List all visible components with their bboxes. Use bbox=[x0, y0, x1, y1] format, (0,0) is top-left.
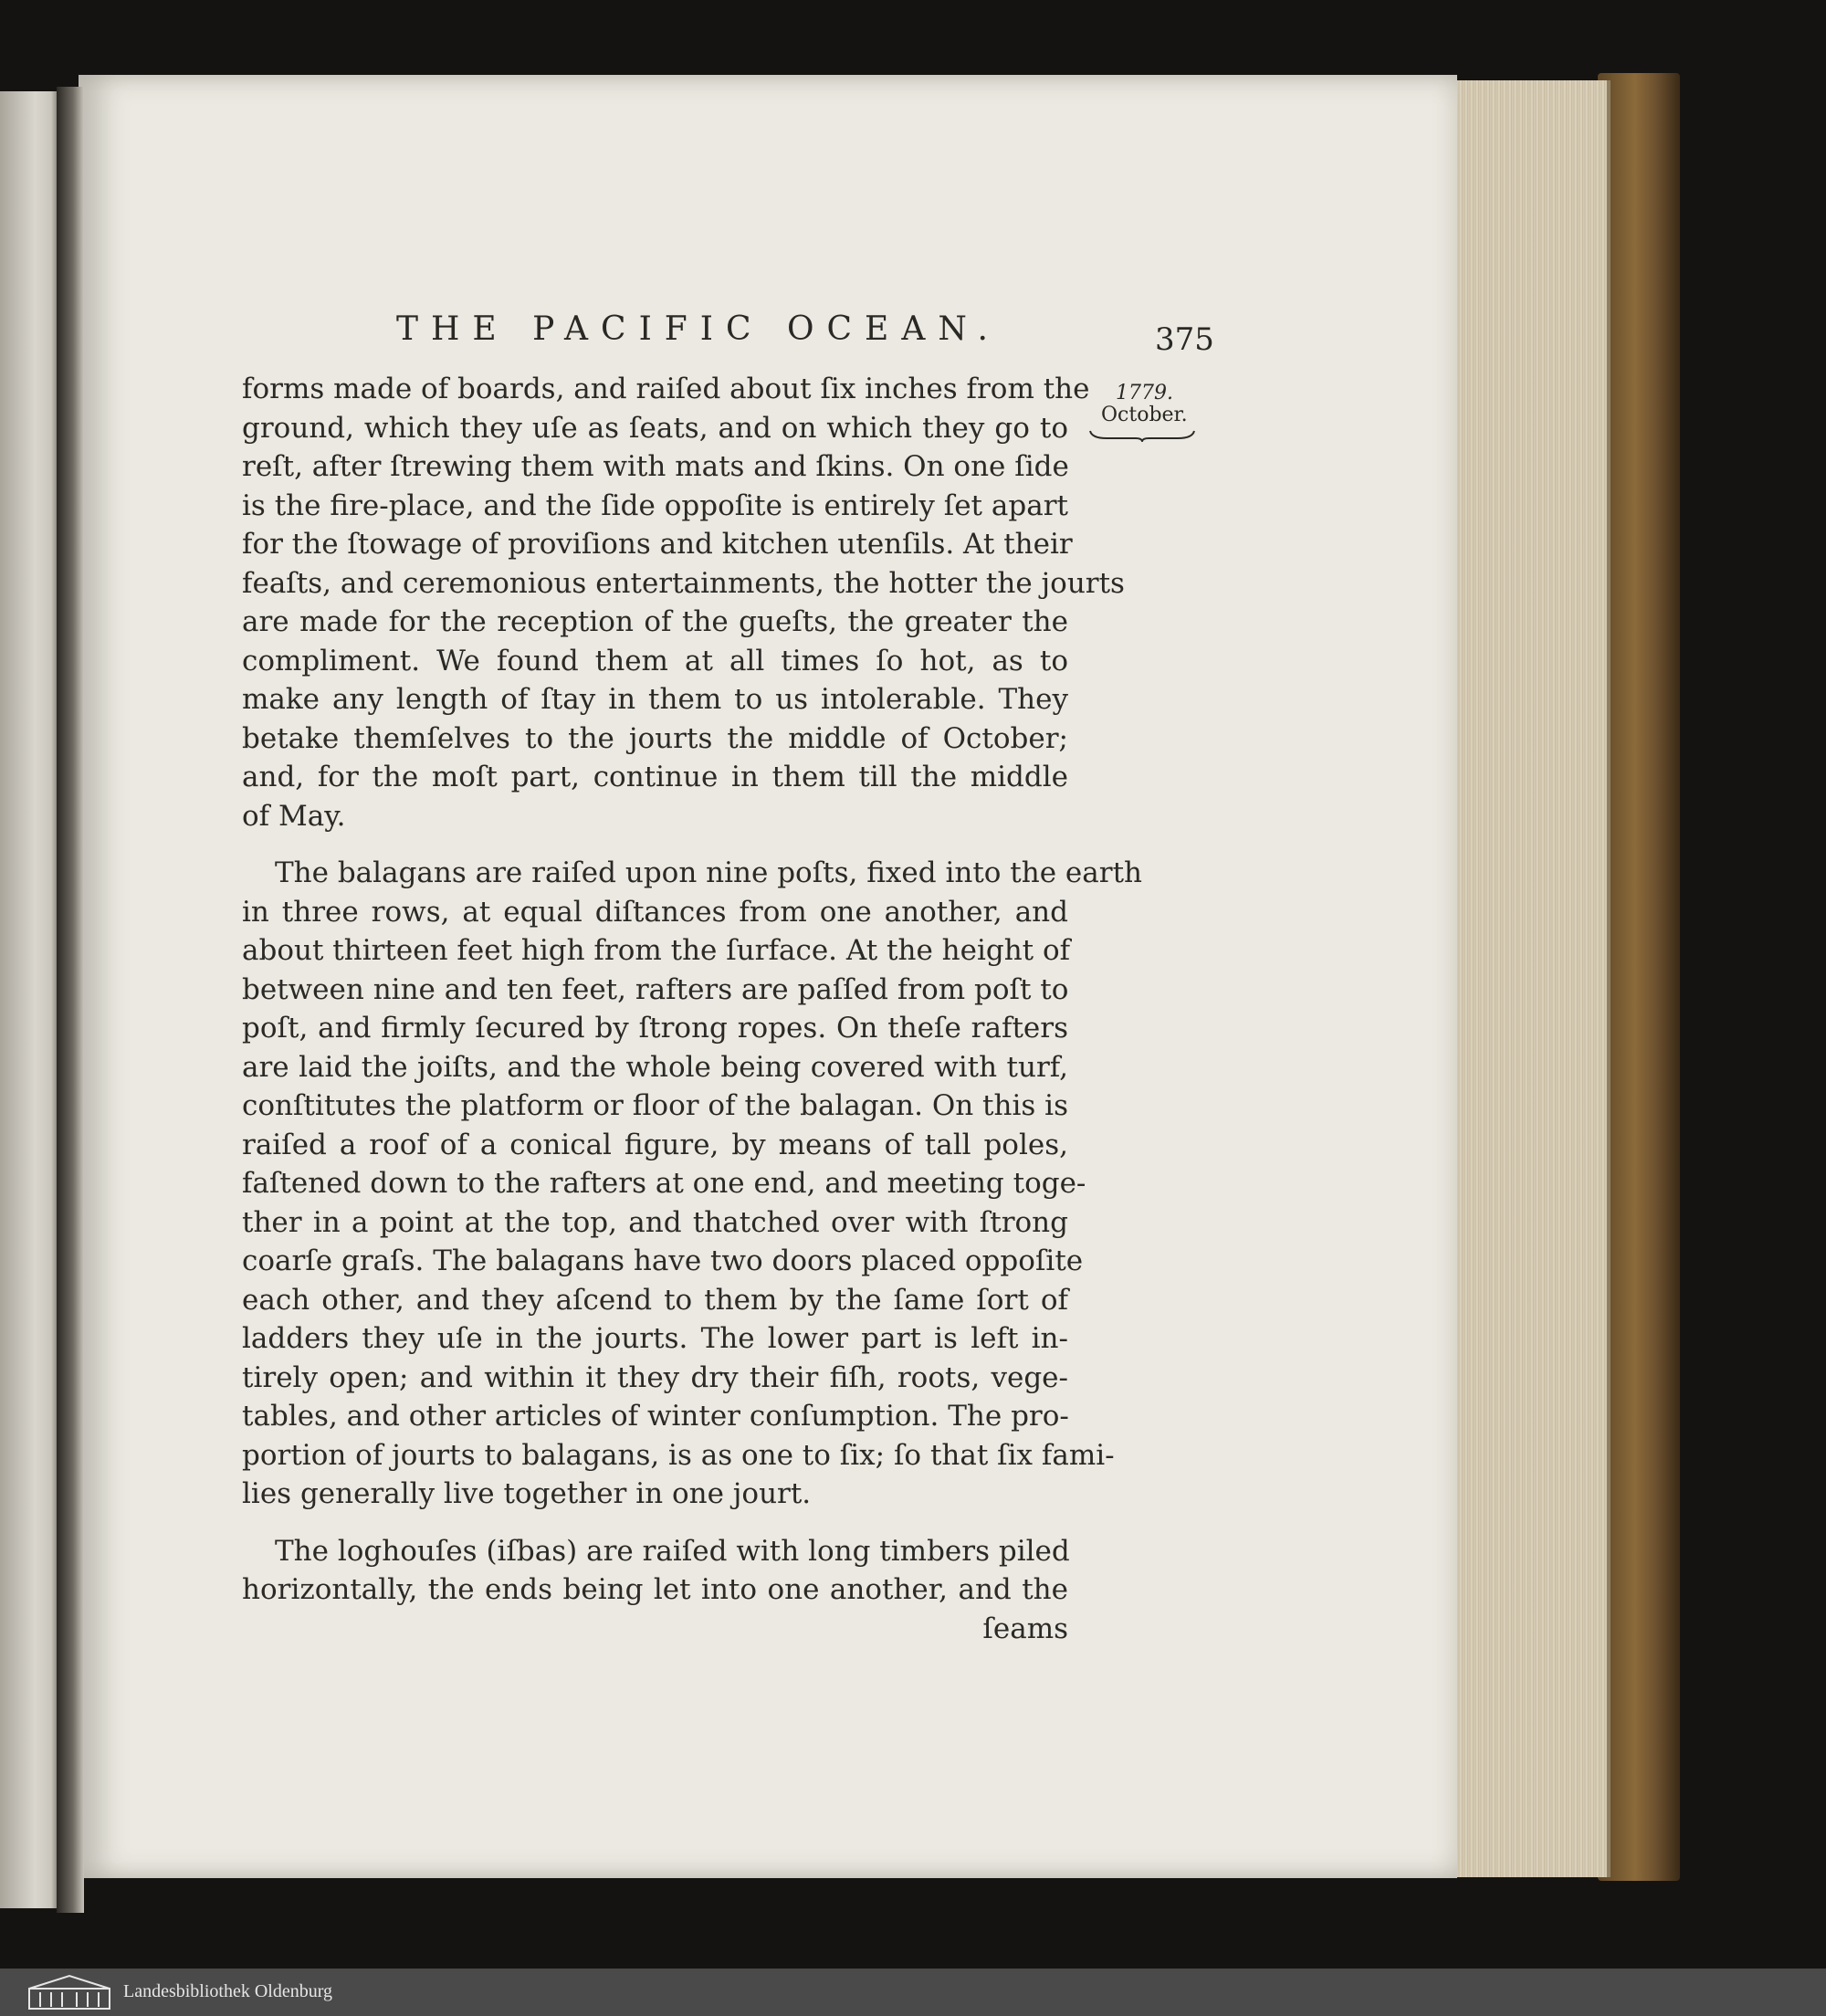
margin-note-month: October. bbox=[1101, 404, 1188, 426]
text-line: raiſed a roof of a conical figure, by means of tall poles, bbox=[242, 1128, 1068, 1161]
library-name[interactable]: Landesbibliothek Oldenburg bbox=[123, 1981, 333, 2001]
text-line: ground, which they uſe as ſeats, and on which they go to bbox=[242, 411, 1068, 445]
library-building-icon bbox=[27, 1974, 111, 2011]
text-line: The loghouſes (iſbas) are raiſed with long timbers piled bbox=[275, 1534, 1070, 1568]
text-line: for the ſtowage of proviſions and kitchen utenſils. At their bbox=[242, 528, 1073, 561]
text-line: are made for the reception of the gueſts, the greater the bbox=[242, 605, 1068, 638]
body-text bbox=[242, 370, 1142, 1648]
text-line: each other, and they aſcend to them by the ſame ſort of bbox=[242, 1283, 1068, 1317]
running-head: THE PACIFIC OCEAN. bbox=[396, 310, 1001, 348]
text-line: portion of jourts to balagans, is as one to ſix; ſo that ſix fami- bbox=[242, 1438, 1115, 1472]
text-line: conſtitutes the platform or floor of the balagan. On this is bbox=[242, 1089, 1068, 1122]
text-line: make any length of ſtay in them to us intolerable. They bbox=[242, 683, 1068, 716]
text-line: are laid the joiſts, and the whole being covered with turf, bbox=[242, 1050, 1068, 1084]
text-line: reſt, after ſtrewing them with mats and ſkins. On one ſide bbox=[242, 450, 1069, 483]
text-line: ladders they uſe in the jourts. The lower part is left in- bbox=[242, 1322, 1068, 1355]
text-line: between nine and ten feet, rafters are paſſed from poſt to bbox=[242, 972, 1069, 1006]
margin-brace-icon bbox=[1088, 429, 1196, 442]
text-line: ther in a point at the top, and thatched over with ſtrong bbox=[242, 1205, 1068, 1239]
text-line: feaſts, and ceremonious entertainments, the hotter the jourts bbox=[242, 566, 1125, 600]
text-line: about thirteen feet high from the ſurface. At the height of bbox=[242, 934, 1071, 967]
text-line: and, for the moſt part, continue in them till the middle bbox=[242, 761, 1068, 793]
text-line: poſt, and firmly ſecured by ſtrong ropes. On theſe rafters bbox=[242, 1012, 1068, 1045]
page-stack-edge bbox=[1452, 80, 1611, 1877]
text-line: forms made of boards, and raiſed about ſix inches from the bbox=[242, 373, 1090, 405]
text-line: coarſe graſs. The balagans have two doors placed oppoſite bbox=[242, 1244, 1084, 1277]
page-number: 375 bbox=[1155, 321, 1214, 358]
margin-note-year: 1779. bbox=[1116, 382, 1173, 404]
text-line: The balagans are raiſed upon nine poſts, fixed into the earth bbox=[275, 856, 1142, 889]
footer-bar bbox=[0, 1969, 1826, 2016]
text-line: faſtened down to the rafters at one end, and meeting toge- bbox=[242, 1167, 1086, 1200]
text-line: betake themſelves to the jourts the middle of October; bbox=[242, 721, 1068, 755]
catchword: ſeams bbox=[982, 1612, 1068, 1645]
text-line: compliment. We found them at all times ſo hot, as to bbox=[242, 644, 1068, 677]
text-line: lies generally live together in one jourt. bbox=[242, 1477, 812, 1510]
book-gutter bbox=[57, 87, 84, 1913]
text-line: horizontally, the ends being let into one another, and the bbox=[242, 1573, 1068, 1606]
text-line: of May. bbox=[242, 799, 346, 833]
text-line: is the fire-place, and the ſide oppoſite is entirely ſet apart bbox=[242, 488, 1068, 522]
previous-page-edge bbox=[0, 91, 64, 1908]
text-line: tables, and other articles of winter conſumption. The pro- bbox=[242, 1400, 1069, 1433]
text-line: in three rows, at equal diſtances from one another, and bbox=[242, 895, 1068, 929]
text-line: tirely open; and within it they dry their fiſh, roots, vege- bbox=[242, 1360, 1068, 1394]
